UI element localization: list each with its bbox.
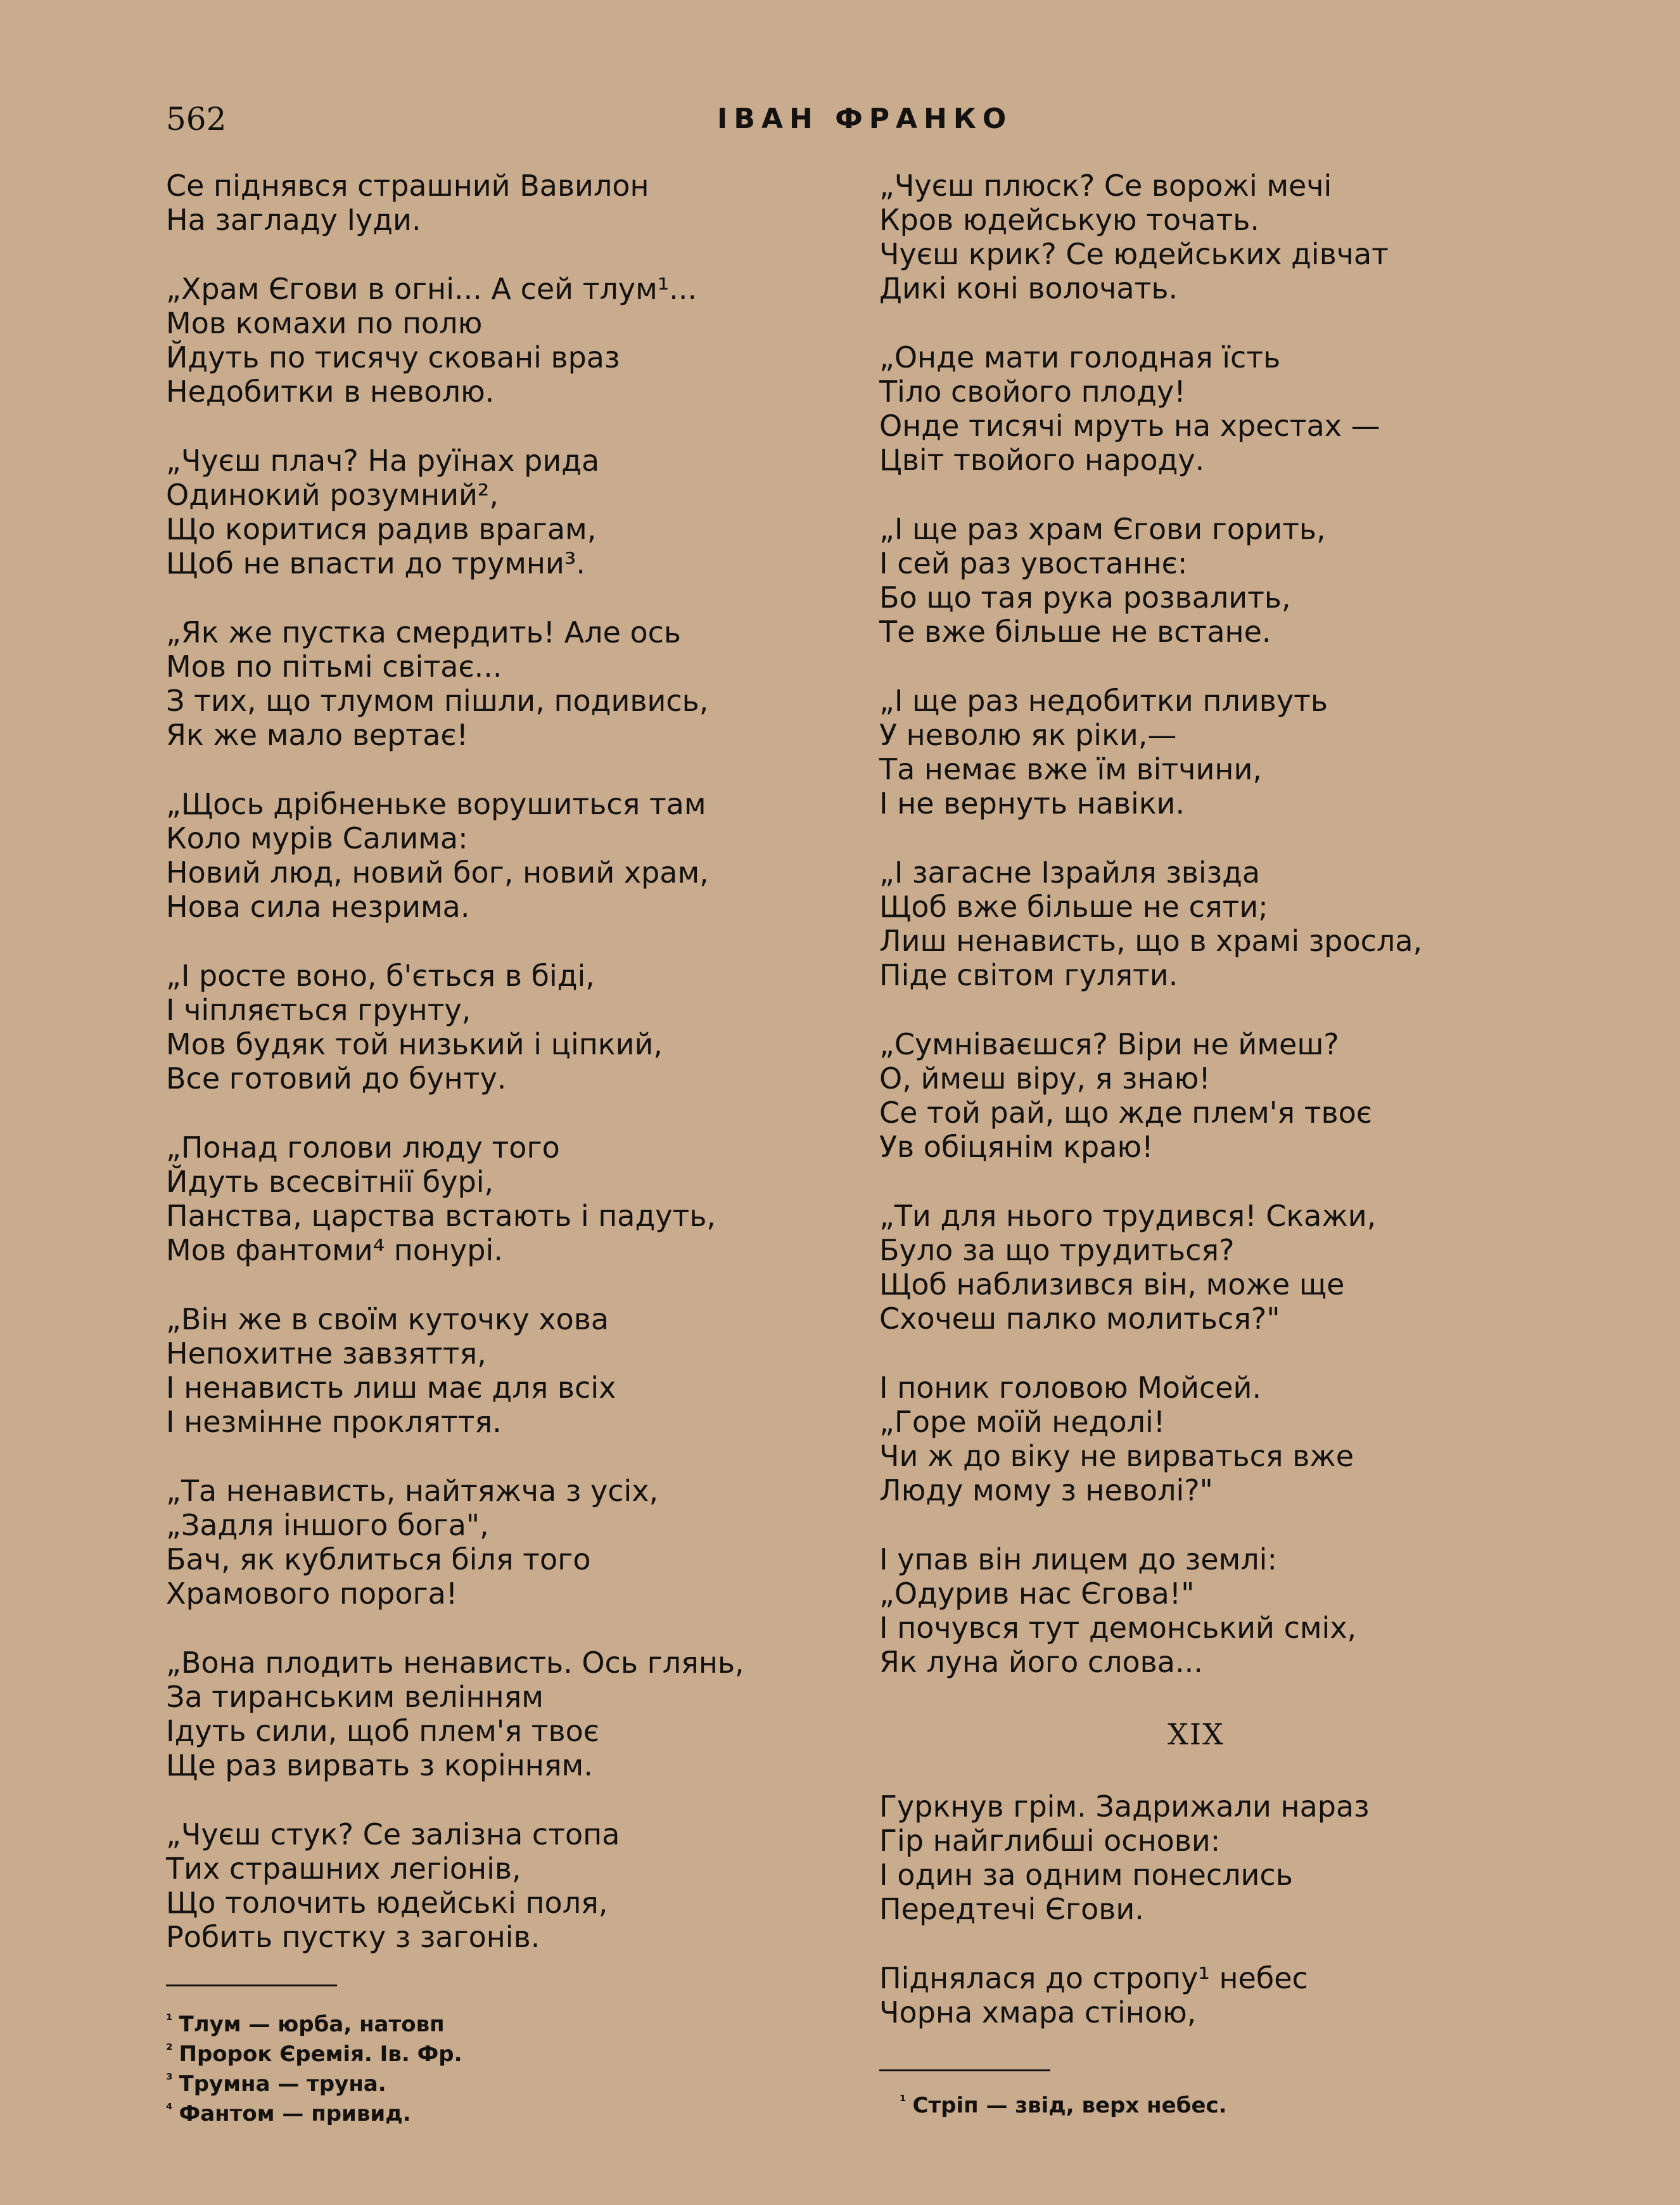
footnote-text: Стріп — звід, верх небес. — [912, 2093, 1227, 2118]
poem-line: Щоб вже більше не сяти; — [879, 890, 1268, 924]
poem-line: Мов комахи по полю — [166, 306, 483, 340]
poem-line: „Храм Єгови в огні... А сей тлум¹... — [166, 272, 697, 306]
poem-line: Люду мому з неволі?" — [879, 1473, 1213, 1507]
stanza — [879, 340, 1513, 477]
right-column — [879, 169, 1513, 2064]
stanza — [166, 272, 744, 409]
footnotes-left — [166, 2007, 462, 2126]
poem-line: „Одурив нас Єгова!" — [879, 1576, 1195, 1611]
poem-line: „І росте воно, б'ється в біді, — [166, 959, 595, 993]
footnote-text: Пророк Єремія. Ів. Фр. — [179, 2042, 462, 2067]
stanza — [879, 1199, 1513, 1336]
footnote-mark: ² — [166, 2041, 173, 2059]
poem-line: „Чуєш плюск? Се ворожі мечі — [879, 169, 1332, 203]
poem-line: І упав він лицем до землі: — [879, 1542, 1277, 1576]
footnote-mark: ³ — [166, 2071, 173, 2088]
page-number: 562 — [166, 101, 227, 137]
poem-line: „Вона плодить ненависть. Ось глянь, — [166, 1646, 744, 1680]
poem-line: Нова сила незрима. — [166, 890, 470, 924]
poem-line: „Чуєш плач? На руїнах рида — [166, 444, 600, 478]
poem-line: Кров юдейськую точать. — [879, 203, 1260, 237]
poem-line: Мов будяк той низький і ціпкий, — [166, 1027, 663, 1061]
poem-line: І ненависть лиш має для всіх — [166, 1371, 616, 1405]
poem-line: „І загасне Ізрайля звізда — [879, 855, 1261, 890]
poem-line: О, ймеш віру, я знаю! — [879, 1061, 1211, 1096]
poem-line: Чорна хмара стіною, — [879, 1995, 1197, 2029]
stanza — [879, 1542, 1513, 1679]
poem-line: Що толочить юдейські поля, — [166, 1886, 608, 1920]
poem-line: Що коритися радив врагам, — [166, 512, 597, 546]
poem-line: Се той рай, що жде плем'я твоє — [879, 1096, 1373, 1130]
poem-line: Те вже більше не встане. — [879, 615, 1271, 649]
stanza — [879, 169, 1513, 305]
poem-line: Робить пустку з загонів. — [166, 1920, 540, 1954]
poem-line: Цвіт твойого народу. — [879, 443, 1205, 477]
poem-line: Мов по пітьмі світає... — [166, 649, 502, 684]
section-number: XIX — [1168, 1717, 1225, 1751]
stanza — [879, 512, 1513, 649]
poem-line: Тих страшних легіонів, — [166, 1851, 521, 1886]
footnote-mark: ⁴ — [166, 2100, 173, 2118]
poem-line: Се піднявся страшний Вавилон — [166, 169, 649, 203]
stanza — [879, 1371, 1513, 1507]
left-column — [166, 169, 744, 1989]
poem-line: Гір найглибші основи: — [879, 1824, 1221, 1858]
poem-line: Йдуть всесвітнії бурі, — [166, 1165, 494, 1199]
footnote — [166, 2097, 462, 2126]
poem-line: Мов фантоми⁴ понурі. — [166, 1233, 503, 1267]
poem-line: Йдуть по тисячу сковані враз — [166, 340, 620, 374]
poem-line: Щоб не впасти до трумни³. — [166, 546, 585, 580]
stanza — [166, 959, 744, 1096]
poem-line: Ще раз вирвать з корінням. — [166, 1748, 593, 1782]
poem-line: „Задля іншого бога", — [166, 1508, 489, 1542]
poem-line: У неволю як ріки,— — [879, 718, 1177, 752]
poem-line: І один за одним понеслись — [879, 1858, 1293, 1892]
poem-line: Лиш ненависть, що в храмі зросла, — [879, 924, 1423, 958]
poem-line: „Щось дрібненьке ворушиться там — [166, 787, 706, 821]
poem-line: Новий люд, новий бог, новий храм, — [166, 855, 709, 890]
stanza — [879, 1789, 1513, 1926]
stanza — [166, 1474, 744, 1611]
poem-line: „Та ненависть, найтяжча з усіх, — [166, 1474, 659, 1508]
stanza — [166, 615, 744, 752]
poem-line: Було за що трудиться? — [879, 1233, 1235, 1267]
stanza — [166, 169, 744, 237]
poem-line: „Чуєш стук? Се залізна стопа — [166, 1817, 620, 1851]
poem-line: Як луна його слова... — [879, 1645, 1203, 1679]
stanza — [166, 787, 744, 924]
footnote-text: Тлум — юрба, натовп — [179, 2012, 445, 2037]
poem-line: Онде тисячі мруть на хрестах — — [879, 409, 1380, 443]
poem-line: І сей раз увостаннє: — [879, 546, 1188, 580]
poem-line: Тіло свойого плоду! — [879, 374, 1186, 409]
poem-line: Гуркнув грім. Задрижали нараз — [879, 1789, 1370, 1824]
footnote-text: Фантом — привид. — [179, 2101, 411, 2126]
stanza — [166, 444, 744, 580]
poem-line: Ув обіцянім краю! — [879, 1130, 1154, 1164]
poem-line: „Онде мати голодная їсть — [879, 340, 1281, 374]
stanza — [166, 1817, 744, 1954]
stanza — [879, 855, 1513, 992]
poem-line: Ідуть сили, щоб плем'я твоє — [166, 1714, 600, 1748]
footnote — [166, 2067, 462, 2097]
poem-line: І почувся тут демонський сміх, — [879, 1611, 1357, 1645]
footnote — [166, 2007, 462, 2037]
poem-line: І чіпляється грунту, — [166, 993, 471, 1027]
poem-line: „І ще раз недобитки пливуть — [879, 684, 1328, 718]
poem-line: Панства, царства встають і падуть, — [166, 1199, 716, 1233]
poem-line: Передтечі Єгови. — [879, 1892, 1144, 1926]
poem-line: Як же мало вертає! — [166, 718, 469, 752]
poem-line: Піде світом гуляти. — [879, 958, 1178, 992]
poem-line: Недобитки в неволю. — [166, 374, 495, 409]
poem-line: Чуєш крик? Се юдейських дівчат — [879, 237, 1389, 271]
poem-line: З тих, що тлумом пішли, подивись, — [166, 684, 709, 718]
poem-line: І не вернуть навіки. — [879, 786, 1185, 821]
poem-line: „І ще раз храм Єгови горить, — [879, 512, 1326, 546]
poem-line: Коло мурів Салима: — [166, 821, 468, 855]
stanza — [879, 1961, 1513, 2029]
footnote-rule-left — [166, 1984, 337, 1986]
footnotes-right — [900, 2088, 1227, 2118]
footnote-text: Трумна — труна. — [179, 2071, 386, 2097]
stanza — [879, 1027, 1513, 1164]
poem-line: „Він же в своїм куточку хова — [166, 1302, 609, 1336]
poem-line: Схочеш палко молиться?" — [879, 1301, 1280, 1336]
poem-line: Бо що тая рука розвалить, — [879, 580, 1291, 615]
poem-line: Щоб наблизився він, може ще — [879, 1267, 1345, 1301]
poem-line: На загладу Іуди. — [166, 203, 421, 237]
poem-line: „Ти для нього трудився! Скажи, — [879, 1199, 1377, 1233]
poem-line: За тиранським велінням — [166, 1680, 544, 1714]
running-head: ІВАН ФРАНКО — [717, 103, 1013, 135]
poem-line: Храмового порога! — [166, 1576, 458, 1611]
poem-line: „Як же пустка смердить! Але ось — [166, 615, 682, 649]
poem-line: Дикі коні волочать. — [879, 271, 1178, 305]
poem-line: „Сумніваєшся? Віри не ймеш? — [879, 1027, 1339, 1061]
poem-line: Непохитне завзяття, — [166, 1336, 487, 1371]
poem-line: Піднялася до стропу¹ небес — [879, 1961, 1308, 1995]
poem-line: Чи ж до віку не вирваться вже — [879, 1439, 1354, 1473]
poem-line: „Понад голови люду того — [166, 1130, 560, 1165]
poem-line: Та немає вже їм вітчини, — [879, 752, 1262, 786]
poem-line: Бач, як кублиться біля того — [166, 1542, 591, 1576]
stanza — [166, 1646, 744, 1782]
footnote-rule-right — [879, 2069, 1050, 2071]
stanza — [166, 1302, 744, 1439]
poem-line: І незмінне прокляття. — [166, 1405, 502, 1439]
footnote-mark: ¹ — [166, 2011, 173, 2029]
poem-line: Все готовий до бунту. — [166, 1061, 507, 1096]
footnote-mark: ¹ — [900, 2092, 907, 2110]
stanza — [879, 684, 1513, 821]
poem-line: „Горе моїй недолі! — [879, 1405, 1166, 1439]
poem-line: І поник головою Мойсей. — [879, 1371, 1262, 1405]
footnote — [900, 2088, 1227, 2118]
poem-line: Одинокий розумний², — [166, 478, 499, 512]
stanza — [166, 1130, 744, 1267]
footnote — [166, 2037, 462, 2067]
